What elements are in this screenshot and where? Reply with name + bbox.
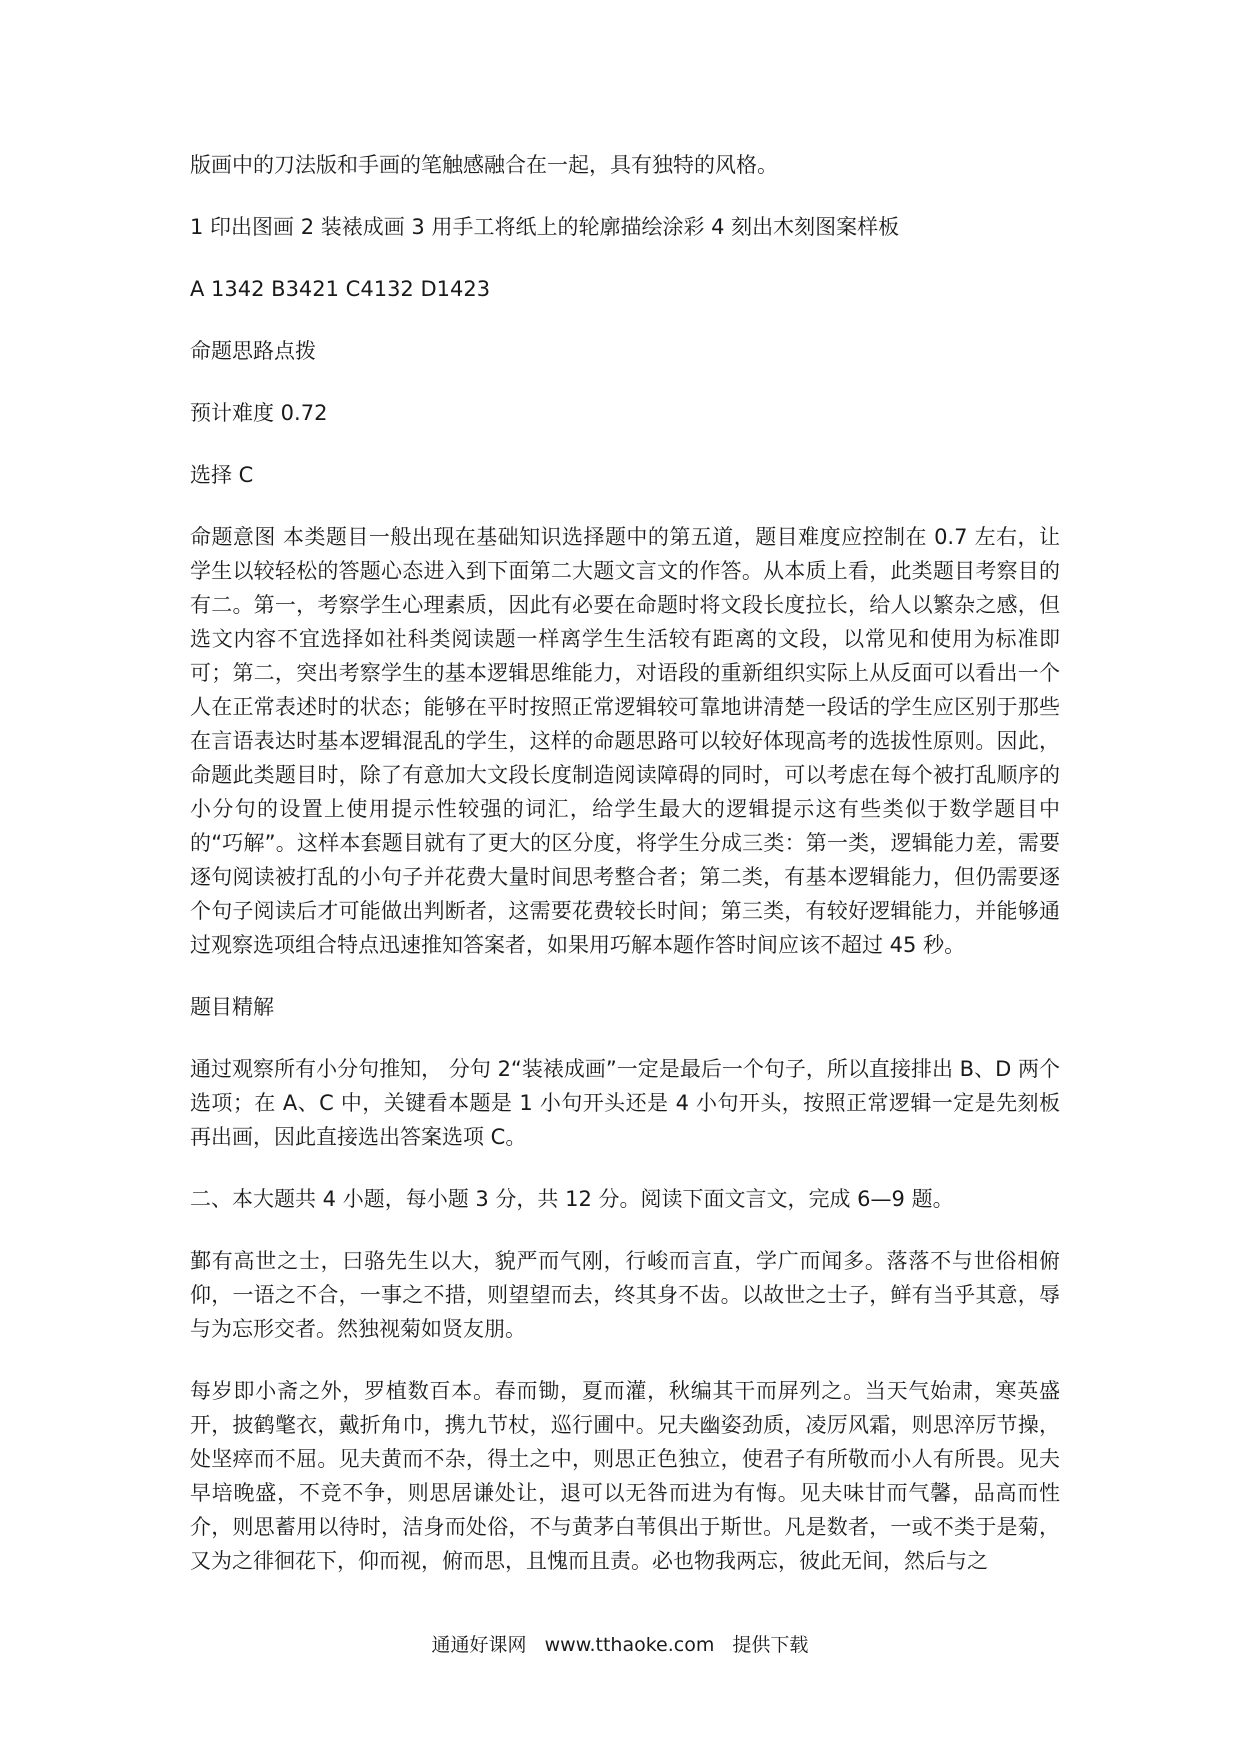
paragraph-difficulty: 预计难度 0.72	[190, 401, 328, 425]
page-footer	[0, 1631, 1240, 1659]
section-heading-part-two: 二、本大题共 4 小题，每小题 3 分，共 12 分。阅读下面文言文，完成 6—9 题。	[190, 1187, 954, 1211]
footer-note: 提供下载	[732, 1634, 809, 1656]
paragraph-intent: 命题意图 本类题目一般出现在基础知识选择题中的第五道，题目难度应控制在 0.7 左右，让学生以较轻松的答题心态进入到下面第二大题文言文的作答。从本质上看，此类题目考察目的有二。第一，考察学生心理素质，因此有必要在命题时将文段长度拉长，给人以繁杂之感，但选文内容不宜选择如社科类阅读题一样离学生生活较有距离的文段，以常见和使用为标准即可；第二，突出考察学生的基本逻辑思维能力，对语段的重新组织实际上从反面可以看出一个人在正常表述时的状态；能够在平时按照正常逻辑较可靠地讲清楚一段话的学生应区别于那些在言语表达时基本逻辑混乱的学生，这样的命题思路可以较好体现高考的选拔性原则。因此，命题此类题目时，除了有意加大文段长度制造阅读障碍的同时，可以考虑在每个被打乱顺序的小分句的设置上使用提示性较强的词汇，给学生最大的逻辑提示这有些类似于数学题目中的“巧解”。这样本套题目就有了更大的区分度，将学生分成三类：第一类，逻辑能力差，需要逐句阅读被打乱的小句子并花费大量时间思考整合者；第二类，有基本逻辑能力，但仍需要逐个句子阅读后才可能做出判断者，这需要花费较长时间；第三类，有较好逻辑能力，并能够通过观察选项组合特点迅速推知答案者，如果用巧解本题作答时间应该不超过 45 秒。	[190, 525, 1060, 957]
paragraph-answer-options: A 1342 B3421 C4132 D1423	[190, 277, 491, 301]
paragraph-sentence-items: 1 印出图画 2 装裱成画 3 用手工将纸上的轮廓描绘涂彩 4 刻出木刻图案样板	[190, 215, 900, 239]
section-heading-approach: 命题思路点拨	[190, 339, 316, 363]
paragraph-print-style: 版画中的刀法版和手画的笔触感融合在一起，具有独特的风格。	[190, 153, 778, 177]
paragraph-classical-text-2: 每岁即小斋之外，罗植数百本。春而锄，夏而灌，秋编其干而屏列之。当天气始肃，寒英盛开，披鹤氅衣，戴折角巾，携九节杖，巡行圃中。兄夫幽姿劲质，凌厉风霜，则思淬厉节操，处坚瘁而不屈。见夫黄而不杂，得土之中，则思正色独立，使君子有所敬而小人有所畏。见夫早培晚盛，不竞不争，则思居谦处让，退可以无咎而进为有悔。见夫味甘而气馨，品高而性介，则思蓄用以待时，洁身而处俗，不与黄茅白苇俱出于斯世。凡是数者，一或不类于是菊，又为之徘徊花下，仰而视，俯而思，且愧而且责。必也物我两忘，彼此无间，然后与之	[190, 1379, 1060, 1573]
paragraph-answer: 选择 C	[190, 463, 254, 487]
paragraph-analysis: 通过观察所有小分句推知， 分句 2“装裱成画”一定是最后一个句子，所以直接排出 B、D 两个选项；在 A、C 中，关键看本题是 1 小句开头还是 4 小句开头，按照正常逻辑一定是先刻板再出画，因此直接选出答案选项 C。	[190, 1057, 1060, 1149]
section-heading-analysis: 题目精解	[190, 995, 274, 1019]
footer-site-name: 通通好课网	[431, 1634, 527, 1656]
paragraph-classical-text-1: 鄞有高世之士，曰骆先生以大，貌严而气刚，行峻而言直，学广而闻多。落落不与世俗相俯仰，一语之不合，一事之不措，则望望而去，终其身不齿。以故世之士子，鲜有当乎其意，辱与为忘形交者。然独视菊如贤友朋。	[190, 1249, 1060, 1341]
footer-url: www.tthaoke.com	[544, 1634, 715, 1656]
document-body	[190, 148, 1060, 1605]
